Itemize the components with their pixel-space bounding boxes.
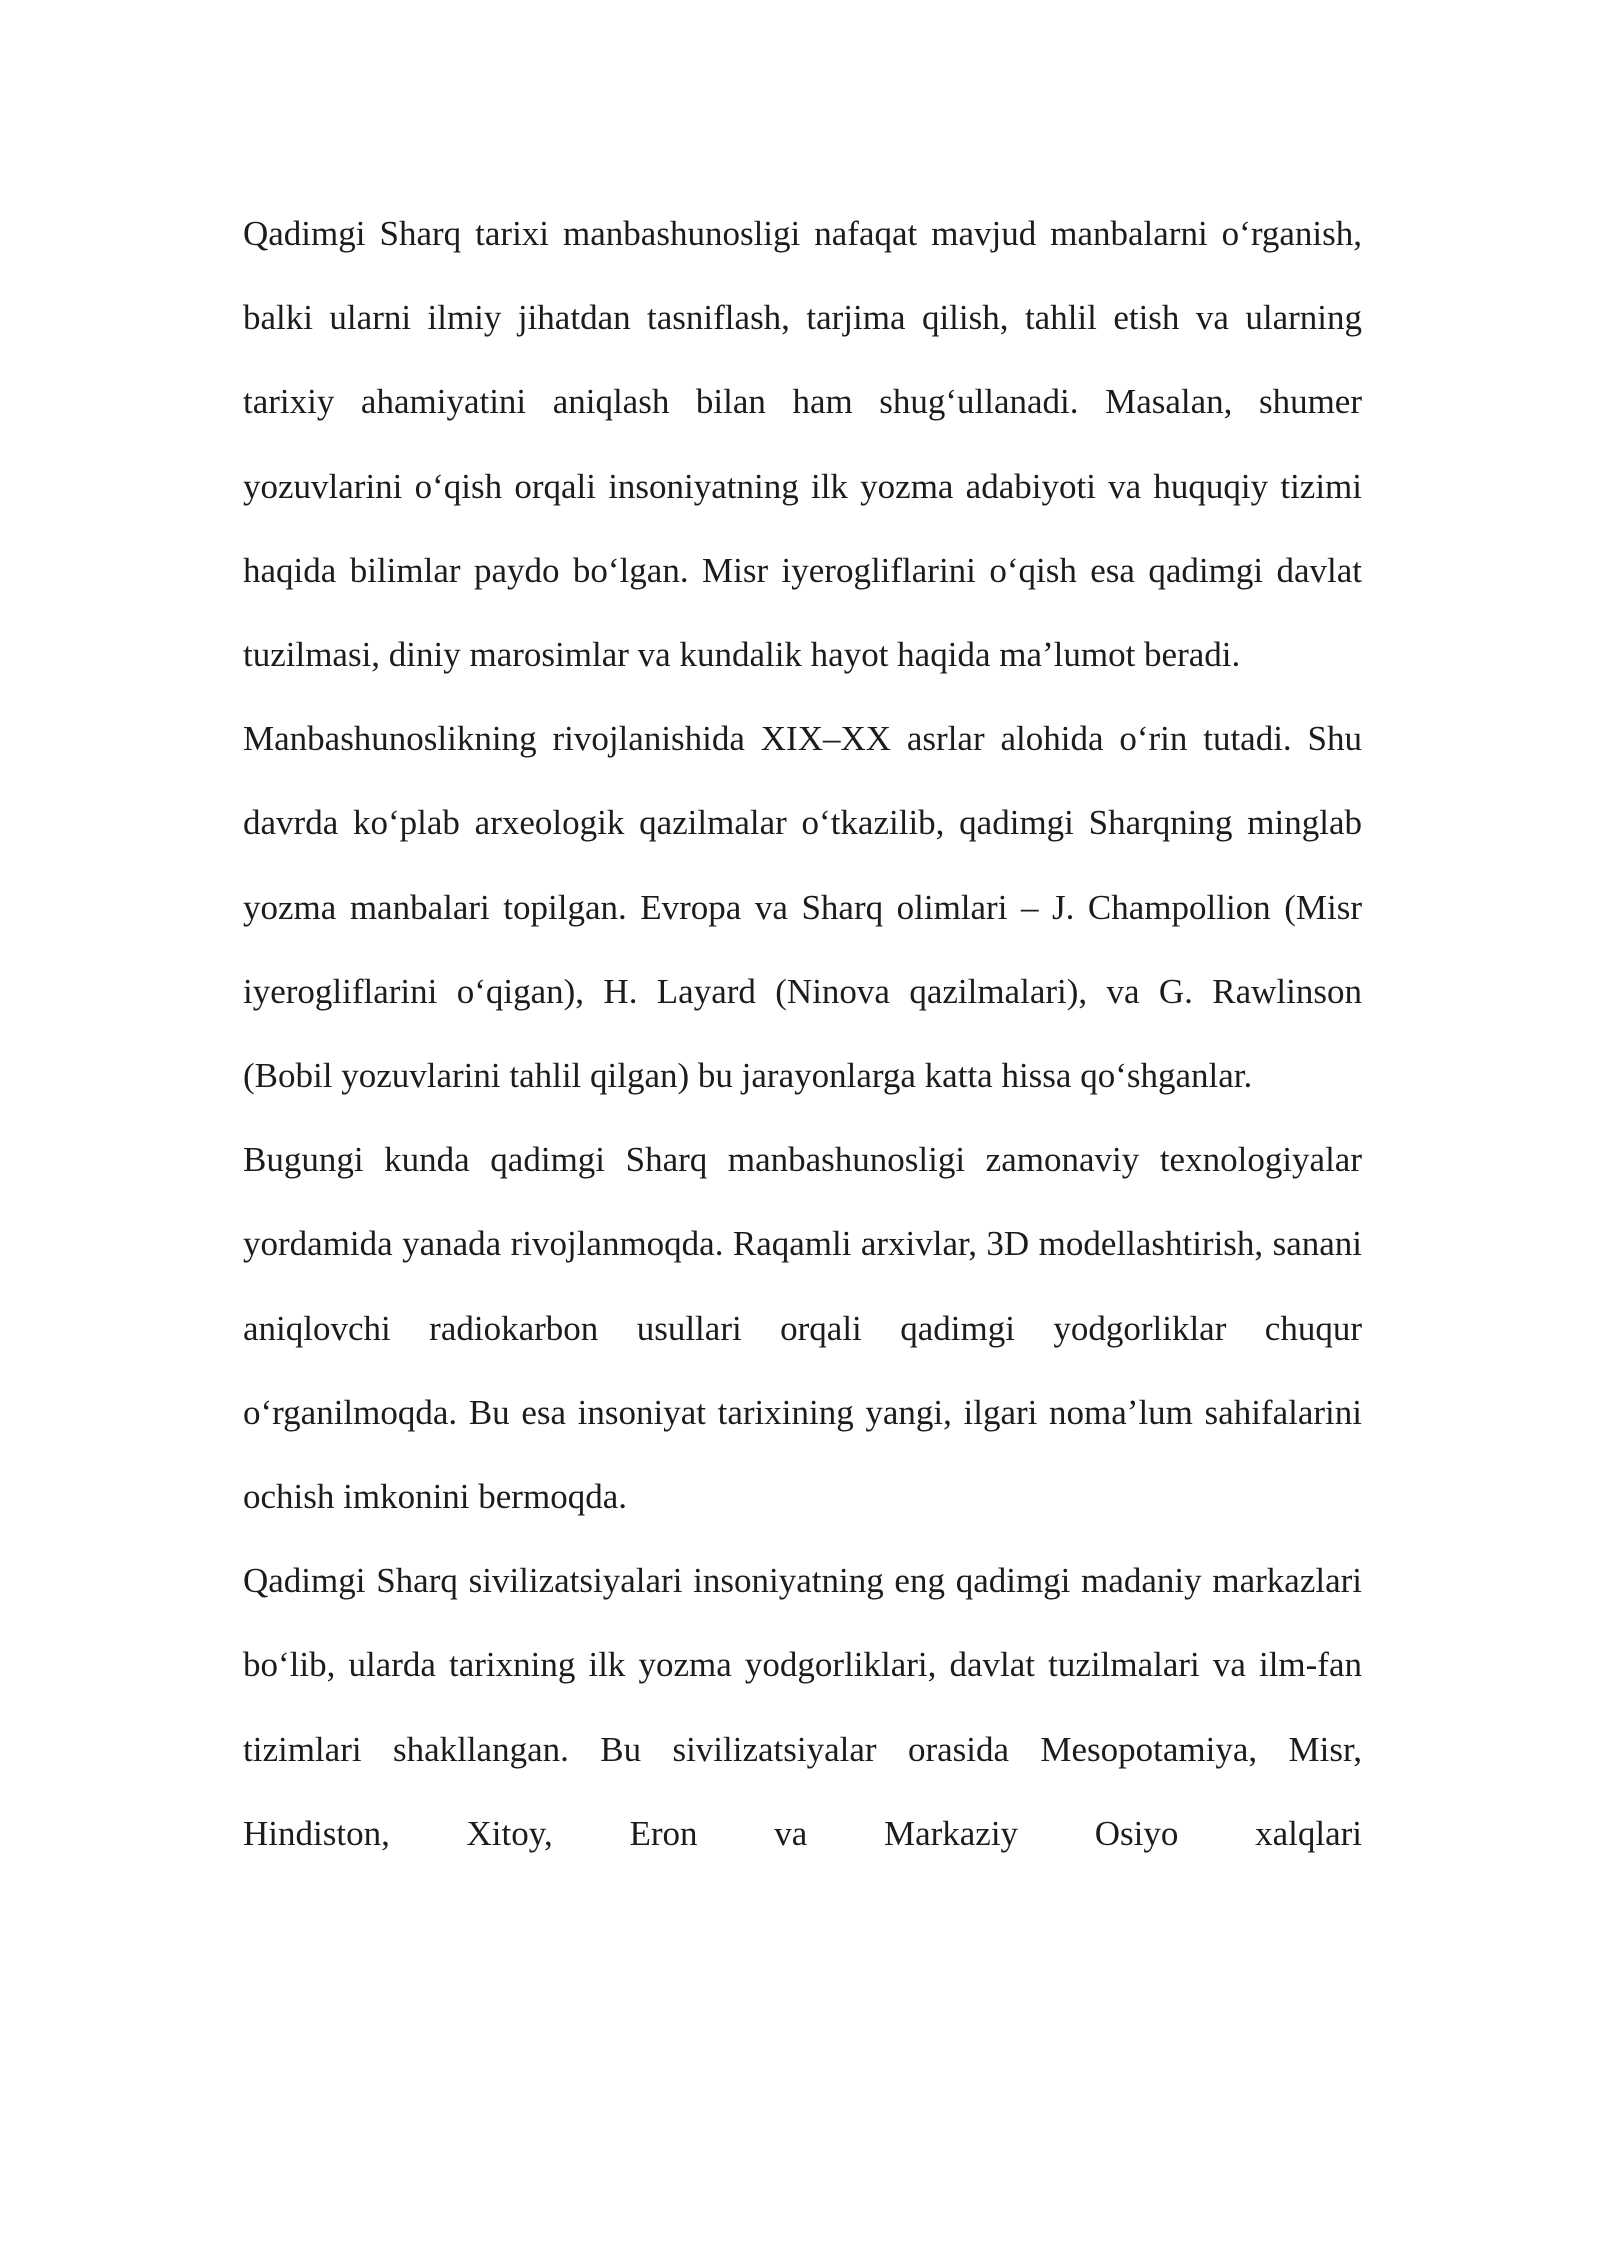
paragraph-modern-technologies: Bugungi kunda qadimgi Sharq manbashunosligi zamonaviy texnologiyalar yordamida yanada rivojlanmoqda. Raqamli arxivlar, 3D modellashtirish, sanani aniqlovchi radiokarbon usullari orqali qadimgi yodgorliklar chuqur oʻrganilmoqda. Bu esa insoniyat tarixining yangi, ilgari nomaʼlum sahifalarini ochish imkonini bermoqda. — [243, 1140, 1362, 1517]
body-text — [243, 192, 1362, 1876]
paragraph-sources-study: Qadimgi Sharq tarixi manbashunosligi nafaqat mavjud manbalarni oʻrganish, balki ularni ilmiy jihatdan tasniflash, tarjima qilish, tahlil etish va ularning tarixiy ahamiyatini aniqlash bilan ham shugʻullanadi. Masalan, shumer yozuvlarini oʻqish orqali insoniyatning ilk yozma adabiyoti va huquqiy tizimi haqida bilimlar paydo boʻlgan. Misr iyerogliflarini oʻqish esa qadimgi davlat tuzilmasi, diniy marosimlar va kundalik hayot haqida maʼlumot beradi. — [243, 214, 1362, 675]
paragraph-ancient-civilizations: Qadimgi Sharq sivilizatsiyalari insoniyatning eng qadimgi madaniy markazlari boʻlib, ularda tarixning ilk yozma yodgorliklari, davlat tuzilmalari va ilm-fan tizimlari shakllangan. Bu sivilizatsiyalar orasida Mesopotamiya, Misr, Hindiston, Xitoy, Eron va Markaziy Osiyo xalqlari — [243, 1561, 1362, 1853]
paragraph-19-20-centuries: Manbashunoslikning rivojlanishida XIX–XX asrlar alohida oʻrin tutadi. Shu davrda koʻplab arxeologik qazilmalar oʻtkazilib, qadimgi Sharqning minglab yozma manbalari topilgan. Evropa va Sharq olimlari – J. Champollion (Misr iyerogliflarini oʻqigan), H. Layard (Ninova qazilmalari), va G. Rawlinson (Bobil yozuvlarini tahlil qilgan) bu jarayonlarga katta hissa qoʻshganlar. — [243, 719, 1362, 1096]
